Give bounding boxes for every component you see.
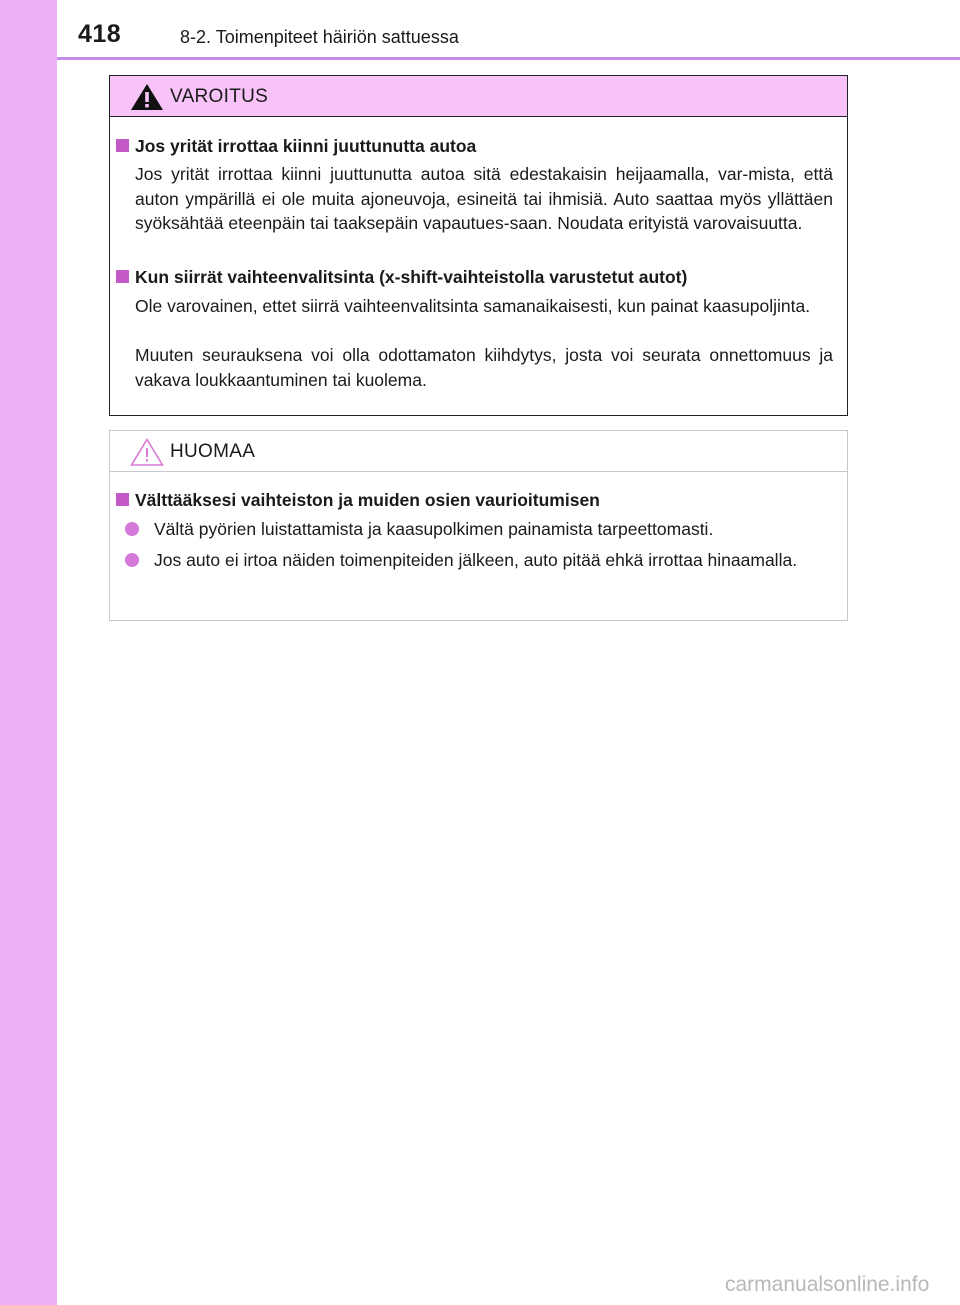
warning-paragraph: Ole varovainen, ettet siirrä vaihteenvalitsinta samanaikaisesti, kun painat kaasupoljinta.	[135, 296, 811, 316]
square-bullet-icon	[116, 493, 129, 506]
square-bullet-icon	[116, 139, 129, 152]
warning-triangle-icon	[130, 83, 164, 111]
header-rule	[57, 57, 960, 60]
notice-box: HUOMAA Välttääksesi vaihteiston ja muiden osien vaurioitumisen Vältä pyörien luistattamista ja kaasupolkimen painamista tarpeettomasti. Jos auto ei irtoa näiden toimenpiteiden jälkeen, auto pitää ehkä irrottaa hinaamalla.	[109, 430, 848, 621]
page-number: 418	[78, 20, 122, 48]
notice-label: HUOMAA	[170, 441, 256, 462]
round-bullet-icon	[125, 553, 139, 567]
notice-item-title: Välttääksesi vaihteiston ja muiden osien vaurioitumisen	[116, 490, 600, 511]
warning-paragraph: Jos yrität irrottaa kiinni juuttunutta autoa sitä edestakaisin heijaamalla, var-mista, että auton ympärillä ei ole muita ajoneuvoja, esineitä tai ihmisiä. Auto saattaa myös yllättäen syöksähtää eteenpäin tai taaksepäin vapautues-saan. Noudata erityistä varovaisuutta.	[135, 164, 833, 233]
caution-triangle-icon	[130, 438, 164, 466]
section-title: 8-2. Toimenpiteet häiriön sattuessa	[180, 27, 459, 47]
square-bullet-icon	[116, 270, 129, 283]
warning-box	[109, 75, 848, 416]
watermark: carmanualsonline.info	[725, 1273, 930, 1296]
round-bullet-icon	[125, 522, 139, 536]
warning-item-title: Kun siirrät vaihteenvalitsinta (x-shift-vaihteistolla varustetut autot)	[116, 267, 687, 288]
side-color-band	[0, 0, 57, 1305]
warning-item-title: Jos yrität irrottaa kiinni juuttunutta autoa	[116, 136, 476, 157]
warning-label: VAROITUS	[170, 86, 269, 107]
warning-header	[110, 76, 847, 117]
warning-paragraph: Muuten seurauksena voi olla odottamaton kiihdytys, josta voi seurata onnettomuus ja vakava loukkaantuminen tai kuolema.	[135, 345, 833, 390]
notice-header	[110, 431, 847, 472]
